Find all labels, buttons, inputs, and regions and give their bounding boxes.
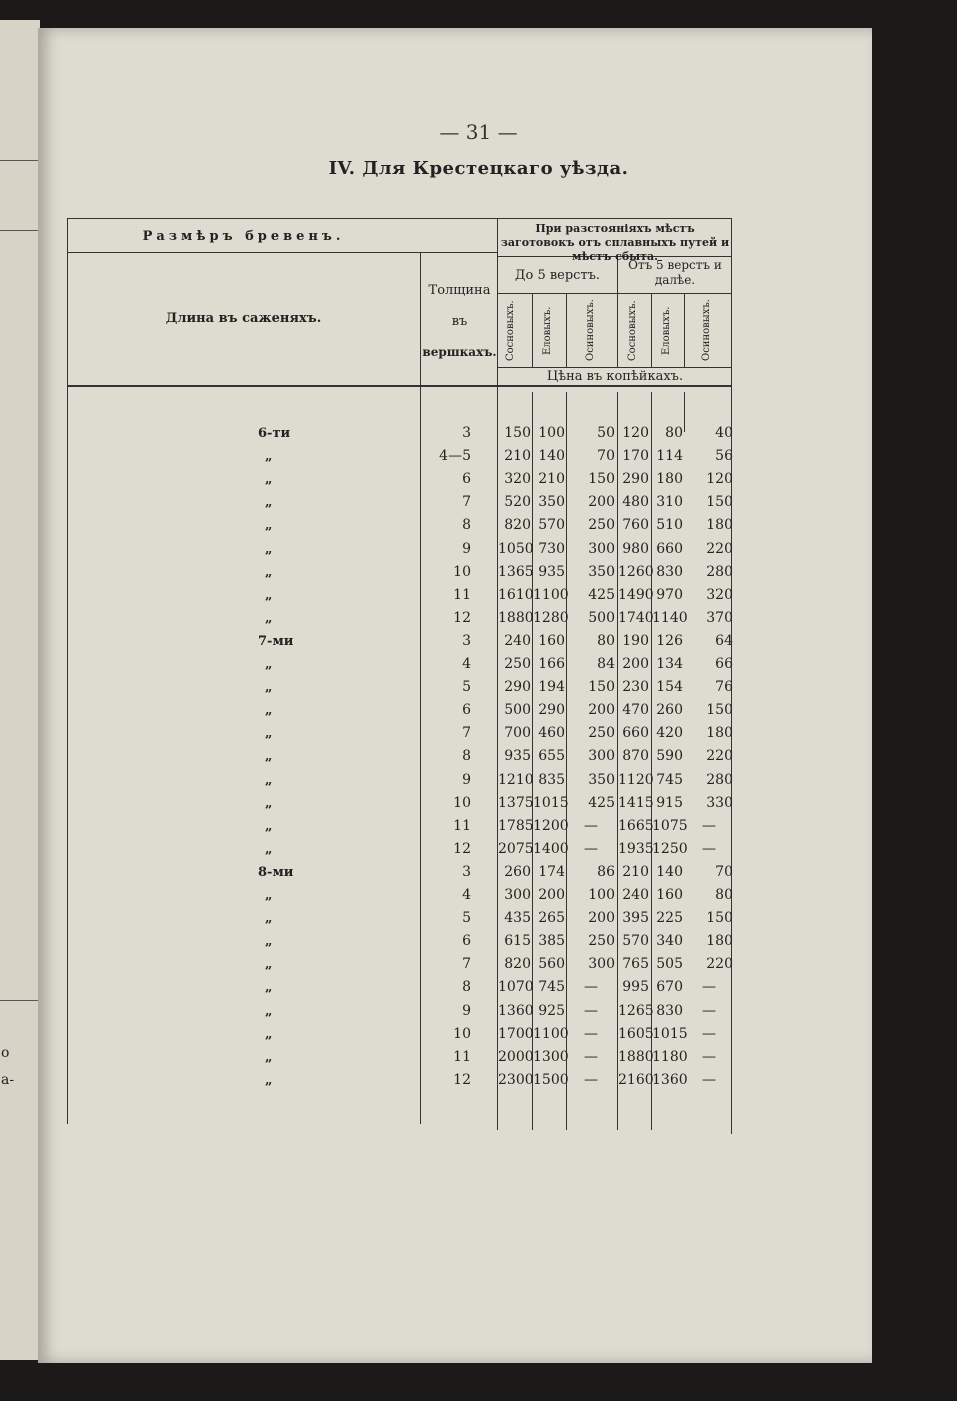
price-cell: 56 [715, 448, 733, 465]
price-cell: 190 [622, 632, 649, 649]
price-cell: 830 [656, 563, 683, 580]
price-cell: 210 [622, 863, 649, 880]
table-row [0, 861, 957, 884]
length-cell: „ [265, 587, 273, 603]
price-cell: 350 [538, 494, 565, 511]
price-cell: 660 [656, 540, 683, 557]
thickness-cell: 12 [453, 609, 471, 626]
price-cell: 935 [504, 748, 531, 765]
thickness-cell: 9 [462, 771, 471, 788]
price-cell: — [702, 1071, 716, 1088]
thickness-cell: 3 [462, 863, 471, 880]
far-distance-header: Отъ 5 верстъ и далѣе. [628, 258, 722, 287]
col-divider [532, 293, 533, 367]
table-row [0, 1046, 957, 1069]
table-row [0, 676, 957, 699]
price-cell: 150 [706, 494, 733, 511]
price-cell: 200 [588, 494, 615, 511]
price-cell: 70 [715, 863, 733, 880]
price-cell: 240 [622, 887, 649, 903]
thickness-cell: 6 [462, 471, 471, 488]
price-cell: 134 [656, 656, 683, 672]
price-cell: 470 [622, 702, 649, 719]
price-cell: 174 [538, 863, 565, 880]
thickness-cell: 10 [453, 563, 471, 580]
thickness-cell: 12 [453, 1071, 471, 1088]
thickness-cell: 11 [453, 586, 471, 603]
price-cell: 1265 [618, 1002, 654, 1019]
price-cell: 1415 [618, 794, 654, 811]
price-cell: 64 [715, 632, 733, 649]
price-cell: 700 [504, 725, 531, 742]
price-cell: 1260 [618, 563, 654, 580]
price-cell: 830 [656, 1002, 683, 1019]
thickness-cell: 4 [462, 887, 471, 903]
table-row [0, 838, 957, 861]
price-cell: 290 [504, 679, 531, 696]
table-row [0, 907, 957, 930]
price-cell: 1665 [618, 817, 654, 834]
price-cell: 420 [656, 725, 683, 742]
price-cell: 425 [588, 586, 615, 603]
price-cell: 220 [706, 540, 733, 557]
price-cell: 250 [588, 725, 615, 742]
price-cell: 260 [504, 863, 531, 880]
price-cell: 154 [656, 679, 683, 696]
price-cell: 265 [538, 910, 565, 927]
thickness-cell: 9 [462, 1002, 471, 1019]
price-cell: 370 [706, 609, 733, 626]
header-rule [67, 252, 497, 253]
table-row [0, 653, 957, 676]
price-cell: 670 [656, 979, 683, 996]
price-cell: 70 [597, 448, 615, 465]
table-row [0, 953, 957, 976]
distance-group-header: При разстояніяхъ мѣстъ заготовокъ отъ сплавныхъ путей и мѣстъ сбыта. [500, 222, 730, 263]
price-cell: 1050 [498, 540, 534, 557]
price-cell: 425 [588, 794, 615, 811]
col-divider [566, 293, 567, 367]
price-cell: 1075 [652, 817, 688, 834]
price-cell: 340 [656, 933, 683, 950]
price-cell: 1200 [533, 817, 569, 834]
price-cell: 220 [706, 748, 733, 765]
price-cell: — [584, 1071, 598, 1088]
length-cell: „ [265, 541, 273, 557]
price-cell: 100 [538, 425, 565, 441]
price-cell: 1375 [498, 794, 534, 811]
price-cell: 220 [706, 956, 733, 973]
species-header: Еловыхъ. [661, 306, 672, 355]
thickness-cell: 5 [462, 910, 471, 927]
table-row [0, 468, 957, 491]
length-cell: „ [265, 449, 273, 465]
price-cell: 395 [622, 910, 649, 927]
price-cell: — [702, 817, 716, 834]
length-cell: „ [265, 1072, 273, 1088]
price-cell: 76 [715, 679, 733, 696]
length-cell: „ [265, 957, 273, 973]
price-cell: 140 [656, 863, 683, 880]
price-cell: 1700 [498, 1025, 534, 1042]
price-cell: 1070 [498, 979, 534, 996]
length-cell: „ [265, 472, 273, 488]
length-cell: „ [265, 888, 273, 903]
price-cell: 615 [504, 933, 531, 950]
table-row [0, 584, 957, 607]
price-cell: 280 [706, 563, 733, 580]
price-cell: 1935 [618, 840, 654, 857]
price-cell: 1360 [652, 1071, 688, 1088]
table-row [0, 491, 957, 514]
price-cell: — [584, 979, 598, 996]
price-cell: — [584, 840, 598, 857]
price-cell: 1500 [533, 1071, 569, 1088]
price-cell: 1400 [533, 840, 569, 857]
price-cell: 150 [588, 679, 615, 696]
price-cell: 80 [715, 887, 733, 903]
price-cell: 260 [656, 702, 683, 719]
length-cell: „ [265, 818, 273, 834]
facing-page-rule [0, 230, 40, 231]
price-cell: 765 [622, 956, 649, 973]
price-cell: 570 [622, 933, 649, 950]
price-cell: 435 [504, 910, 531, 927]
table-row [0, 792, 957, 815]
price-cell: 1180 [652, 1048, 688, 1065]
price-cell: 1365 [498, 563, 534, 580]
thickness-cell: 12 [453, 840, 471, 857]
thickness-cell: 8 [462, 748, 471, 765]
table-row [0, 1023, 957, 1046]
price-cell: 84 [597, 656, 615, 672]
price-cell: 1300 [533, 1048, 569, 1065]
length-cell: „ [265, 911, 273, 927]
thickness-cell: 11 [453, 817, 471, 834]
price-cell: 280 [706, 771, 733, 788]
price-cell: 180 [656, 471, 683, 488]
price-cell: — [702, 1025, 716, 1042]
header-rule [497, 367, 732, 368]
price-cell: 1210 [498, 771, 534, 788]
price-cell: 2160 [618, 1071, 654, 1088]
price-cell: 820 [504, 956, 531, 973]
price-cell: 66 [715, 656, 733, 672]
price-cell: 1280 [533, 609, 569, 626]
price-cell: — [702, 979, 716, 996]
price-cell: 1880 [498, 609, 534, 626]
length-cell: „ [265, 795, 273, 811]
price-cell: 1140 [652, 609, 688, 626]
thickness-cell: 4 [462, 656, 471, 672]
thickness-column-header-2: въ [451, 314, 468, 329]
price-cell: 350 [588, 563, 615, 580]
price-cell: 300 [588, 956, 615, 973]
price-cell: 150 [706, 702, 733, 719]
price-cell: 230 [622, 679, 649, 696]
thickness-cell: 3 [462, 425, 471, 441]
table-row [0, 769, 957, 792]
thickness-cell: 6 [462, 702, 471, 719]
price-cell: 210 [538, 471, 565, 488]
price-cell: 970 [656, 586, 683, 603]
price-cell: 505 [656, 956, 683, 973]
length-cell: „ [265, 518, 273, 534]
length-cell: „ [265, 1003, 273, 1019]
price-cell: 290 [622, 471, 649, 488]
col-divider [651, 293, 652, 367]
thickness-cell: 7 [462, 956, 471, 973]
thickness-cell: 3 [462, 632, 471, 649]
section-title: IV. Для Крестецкаго уѣзда. [328, 158, 629, 179]
price-cell: 1120 [618, 771, 654, 788]
length-cell: 8-ми [258, 864, 294, 880]
table-row [0, 722, 957, 745]
price-cell: 210 [504, 448, 531, 465]
thickness-cell: 7 [462, 725, 471, 742]
table-row [0, 1000, 957, 1023]
facing-page-fragment: о [1, 1045, 10, 1061]
price-cell: 120 [622, 425, 649, 441]
price-cell: — [702, 1048, 716, 1065]
price-cell: 730 [538, 540, 565, 557]
facing-page-fragment: а- [1, 1072, 15, 1088]
price-cell: 240 [504, 632, 531, 649]
col-divider [617, 256, 618, 367]
table-row [0, 630, 957, 653]
table-row [0, 561, 957, 584]
price-cell: 2000 [498, 1048, 534, 1065]
length-cell: „ [265, 934, 273, 950]
price-cell: 225 [656, 910, 683, 927]
price-cell: 1610 [498, 586, 534, 603]
length-cell: 6-ти [258, 426, 291, 441]
price-cell: 200 [588, 702, 615, 719]
price-cell: 200 [622, 656, 649, 672]
species-header: Еловыхъ. [542, 306, 553, 355]
price-cell: 655 [538, 748, 565, 765]
price-cell: 520 [504, 494, 531, 511]
price-cell: 166 [538, 656, 565, 672]
page-number: — 31 — [439, 120, 518, 144]
price-cell: — [584, 1002, 598, 1019]
length-cell: „ [265, 703, 273, 719]
price-cell: — [702, 1002, 716, 1019]
price-cell: 1740 [618, 609, 654, 626]
price-cell: 250 [588, 517, 615, 534]
header-bottom-rule [67, 385, 732, 387]
price-cell: 745 [538, 979, 565, 996]
price-cell: 1100 [533, 1025, 569, 1042]
price-cell: 150 [706, 910, 733, 927]
price-cell: 1605 [618, 1025, 654, 1042]
near-distance-header: До 5 верстъ. [514, 268, 601, 283]
length-cell: „ [265, 749, 273, 765]
price-cell: 80 [597, 632, 615, 649]
price-cell: 1100 [533, 586, 569, 603]
species-header: Сосновыхъ. [627, 300, 638, 361]
length-cell: „ [265, 680, 273, 696]
price-cell: 2300 [498, 1071, 534, 1088]
price-cell: 870 [622, 748, 649, 765]
price-cell: 350 [588, 771, 615, 788]
price-cell: 180 [706, 933, 733, 950]
price-cell: 310 [656, 494, 683, 511]
price-cell: 194 [538, 679, 565, 696]
price-cell: 170 [622, 448, 649, 465]
price-cell: 120 [706, 471, 733, 488]
price-cell: 180 [706, 725, 733, 742]
thickness-cell: 8 [462, 979, 471, 996]
price-cell: — [702, 840, 716, 857]
table-row [0, 607, 957, 630]
table-row [0, 514, 957, 537]
table-row [0, 745, 957, 768]
price-cell: 114 [656, 448, 683, 465]
price-cell: — [584, 817, 598, 834]
table-row [0, 422, 957, 445]
price-cell: 320 [504, 471, 531, 488]
price-cell: 500 [588, 609, 615, 626]
price-cell: 935 [538, 563, 565, 580]
price-cell: 180 [706, 517, 733, 534]
price-cell: 50 [597, 425, 615, 441]
price-cell: 290 [538, 702, 565, 719]
length-cell: „ [265, 657, 273, 672]
length-cell: „ [265, 610, 273, 626]
price-cell: 385 [538, 933, 565, 950]
table-row [0, 699, 957, 722]
price-cell: 86 [597, 863, 615, 880]
price-cell: 500 [504, 702, 531, 719]
thickness-cell: 11 [453, 1048, 471, 1065]
price-cell: 745 [656, 771, 683, 788]
price-cell: 925 [538, 1002, 565, 1019]
price-cell: 140 [538, 448, 565, 465]
table-row [0, 815, 957, 838]
length-cell: 7-ми [258, 633, 294, 649]
price-cell: 460 [538, 725, 565, 742]
length-cell: „ [265, 564, 273, 580]
table-row [0, 445, 957, 468]
price-cell: 200 [538, 887, 565, 903]
price-cell: 1785 [498, 817, 534, 834]
thickness-cell: 5 [462, 679, 471, 696]
length-cell: „ [265, 772, 273, 788]
table-row [0, 976, 957, 999]
price-cell: 300 [588, 748, 615, 765]
price-cell: 1880 [618, 1048, 654, 1065]
table-row [0, 930, 957, 953]
thickness-cell: 4—5 [439, 448, 471, 465]
price-cell: 980 [622, 540, 649, 557]
col-divider [684, 293, 685, 367]
price-cell: 560 [538, 956, 565, 973]
price-cell: 200 [588, 910, 615, 927]
table-row [0, 1069, 957, 1092]
price-cell: 1250 [652, 840, 688, 857]
price-cell: 126 [656, 632, 683, 649]
price-cell: 1490 [618, 586, 654, 603]
price-cell: 835 [538, 771, 565, 788]
thickness-cell: 9 [462, 540, 471, 557]
thickness-column-header-1: Толщина [428, 283, 491, 298]
price-cell: 1015 [652, 1025, 688, 1042]
size-group-header: Размѣръ бревенъ. [142, 229, 345, 244]
price-cell: 915 [656, 794, 683, 811]
thickness-column-header-3: вершкахъ. [422, 345, 497, 359]
species-header: Осиновыхъ. [585, 299, 596, 362]
price-cell: 660 [622, 725, 649, 742]
price-cell: 590 [656, 748, 683, 765]
price-cell: 1360 [498, 1002, 534, 1019]
table-top-rule [67, 218, 732, 219]
price-cell: 995 [622, 979, 649, 996]
thickness-cell: 10 [453, 1025, 471, 1042]
length-cell: „ [265, 495, 273, 511]
price-cell: 320 [706, 586, 733, 603]
price-cell: 150 [504, 425, 531, 441]
length-cell: „ [265, 841, 273, 857]
price-cell: 760 [622, 517, 649, 534]
length-column-header: Длина въ саженяхъ. [165, 311, 322, 326]
price-cell: — [584, 1025, 598, 1042]
price-cell: 510 [656, 517, 683, 534]
price-cell: 100 [588, 887, 615, 903]
price-cell: 480 [622, 494, 649, 511]
price-cell: 160 [656, 887, 683, 903]
thickness-cell: 6 [462, 933, 471, 950]
price-cell: 330 [706, 794, 733, 811]
species-header: Осиновыхъ. [701, 299, 712, 362]
length-cell: „ [265, 1049, 273, 1065]
price-cell: 80 [665, 425, 683, 441]
thickness-cell: 8 [462, 517, 471, 534]
price-cell: 160 [538, 632, 565, 649]
species-header: Сосновыхъ. [505, 300, 516, 361]
thickness-cell: 7 [462, 494, 471, 511]
table-row [0, 538, 957, 561]
thickness-cell: 10 [453, 794, 471, 811]
price-cell: 250 [504, 656, 531, 672]
price-cell: 300 [504, 887, 531, 903]
price-cell: 150 [588, 471, 615, 488]
length-cell: „ [265, 1026, 273, 1042]
price-cell: 250 [588, 933, 615, 950]
price-cell: 2075 [498, 840, 534, 857]
price-cell: 300 [588, 540, 615, 557]
price-unit-header: Цѣна въ копѣйкахъ. [546, 369, 684, 384]
length-cell: „ [265, 726, 273, 742]
price-cell: — [584, 1048, 598, 1065]
length-cell: „ [265, 980, 273, 996]
price-cell: 820 [504, 517, 531, 534]
table-row [0, 884, 957, 907]
price-cell: 1015 [533, 794, 569, 811]
price-cell: 570 [538, 517, 565, 534]
price-cell: 40 [715, 425, 733, 441]
